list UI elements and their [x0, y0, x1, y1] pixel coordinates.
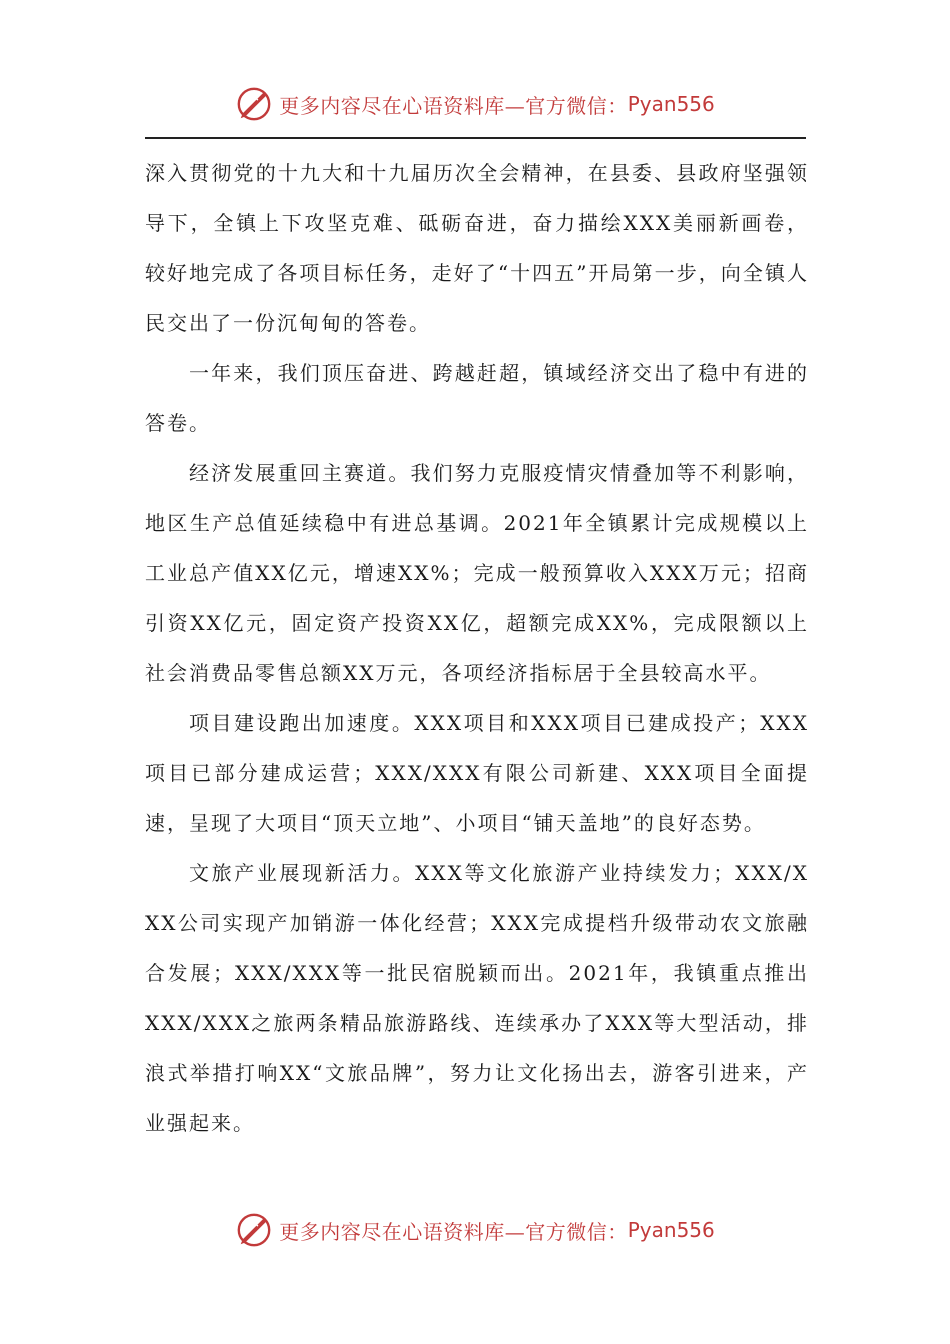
header-wechat-id: Pyan556 — [627, 92, 715, 116]
footer-wechat-id: Pyan556 — [627, 1218, 715, 1242]
document-body — [145, 148, 809, 1148]
footer-brand-text: 更多内容尽在心语资料库—官方微信： — [279, 1219, 628, 1244]
paragraph-1: 深入贯彻党的十九大和十九届历次全会精神，在县委、县政府坚强领导下，全镇上下攻坚克难、砥砺奋进，奋力描绘XXX美丽新画卷，较好地完成了各项目标任务，走好了“十四五”开局第一步，向全镇人民交出了一份沉甸甸的答卷。 — [145, 161, 809, 335]
header-divider — [145, 137, 806, 139]
pen-logo-icon — [235, 85, 273, 123]
page-footer — [0, 1208, 950, 1252]
paragraph-2: 一年来，我们顶压奋进、跨越赶超，镇域经济交出了稳中有进的答卷。 — [145, 361, 809, 435]
paragraph-4: 项目建设跑出加速度。XXX项目和XXX项目已建成投产；XXX项目已部分建成运营；XXX/XXX有限公司新建、XXX项目全面提速，呈现了大项目“顶天立地”、小项目“铺天盖地”的良好态势。 — [145, 711, 809, 835]
pen-logo-icon — [235, 1211, 273, 1249]
paragraph-3: 经济发展重回主赛道。我们努力克服疫情灾情叠加等不利影响，地区生产总值延续稳中有进总基调。2021年全镇累计完成规模以上工业总产值XX亿元，增速XX%；完成一般预算收入XXX万元；招商引资XX亿元，固定资产投资XX亿，超额完成XX%，完成限额以上社会消费品零售总额XX万元，各项经济指标居于全县较高水平。 — [145, 461, 809, 685]
paragraph-5: 文旅产业展现新活力。XXX等文化旅游产业持续发力；XXX/XXX公司实现产加销游一体化经营；XXX完成提档升级带动农文旅融合发展；XXX/XXX等一批民宿脱颖而出。2021年，我镇重点推出XXX/XXX之旅两条精品旅游路线、连续承办了XXX等大型活动，排浪式举措打响XX“文旅品牌”，努力让文化扬出去，游客引进来，产业强起来。 — [145, 861, 809, 1135]
page-header — [0, 82, 950, 126]
header-brand-text: 更多内容尽在心语资料库—官方微信： — [279, 93, 628, 118]
